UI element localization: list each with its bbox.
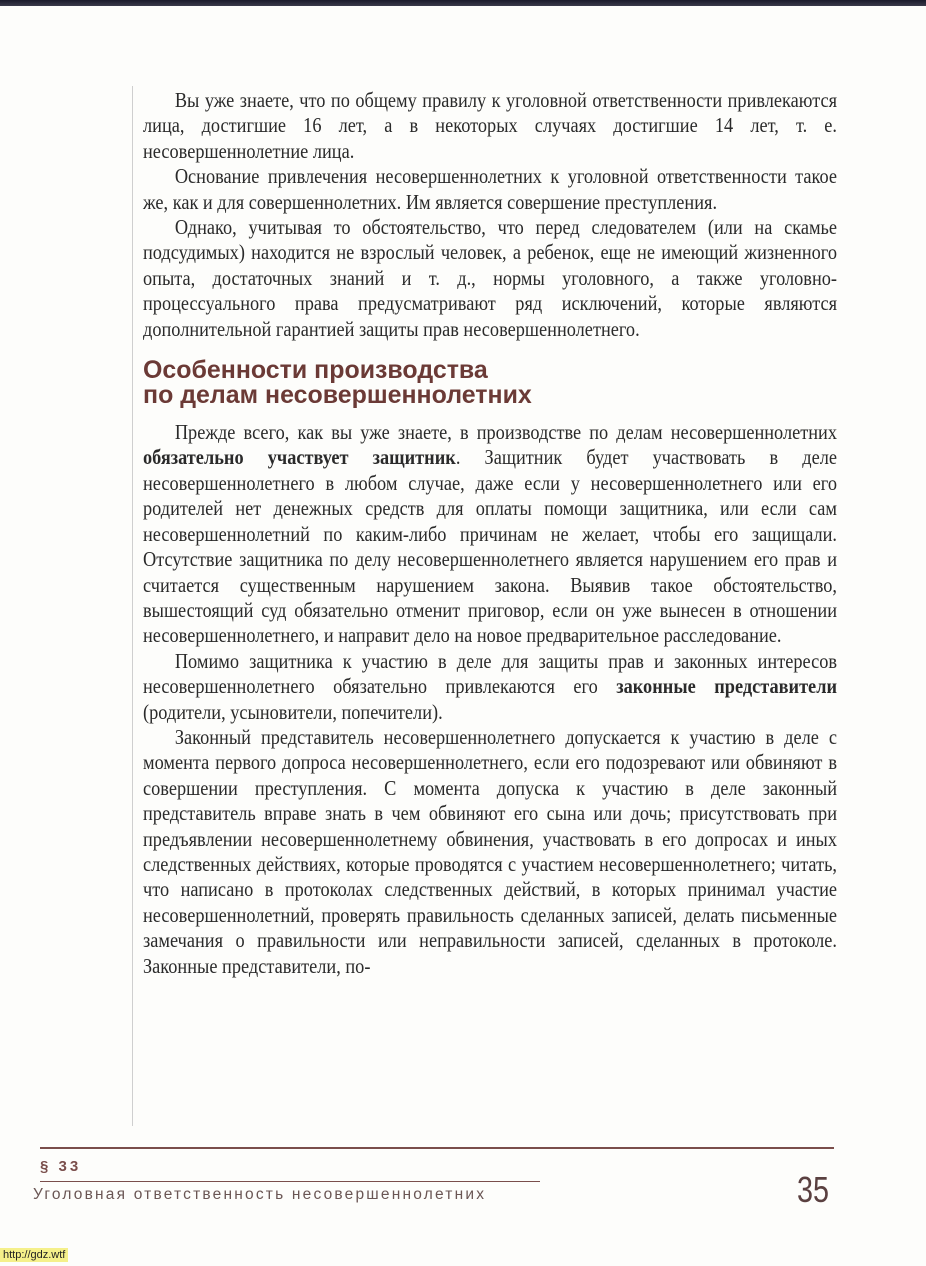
paragraph-6: Законный представитель несовершеннолетнего допускается к участию в деле с момента первого допроса несовершеннолетнего, если его подозревают или обвиняют в совершении преступления. С момента допуска к участию в деле законный представитель вправе знать в чем обвиняют его сына или дочь; присутствовать при предъявлении несовершеннолетнему обвинения, участвовать в его допросах и иных следственных действиях, которые проводятся с участием несовершеннолетнего; читать, что написано в протоколах следственных действий, в которых принимал участие несовершеннолетний, проверять правильность сделанных записей, делать письменные замечания о правильности или неправильности записей, сделанных в протоколе. Законные представители, по- [143, 724, 838, 978]
section-heading-line-2: по делам несовершеннолетних [143, 381, 532, 410]
scan-top-edge [0, 0, 926, 6]
paragraph-3: Однако, учитывая то обстоятельство, что перед следователем (или на скамье подсудимых) находится не взрослый человек, а ребенок, еще не имеющий жизненного опыта, достаточных знаний и т. д., нормы уголовного, а также уголовно-процессуального права предусматривают ряд исключений, которые являются дополнительной гарантией защиты прав несовершеннолетнего. [143, 215, 838, 341]
section-heading-line-1: Особенности производства [143, 356, 488, 385]
paragraph-2: Основание привлечения несовершеннолетних к уголовной ответственности такое же, как и для совершеннолетних. Им является совершение преступления. [143, 164, 838, 214]
section-heading [143, 358, 926, 408]
paragraph-5-text-a: Помимо защитника к участию в деле для защиты прав и законных интересов несовершеннолетнего обязательно привлекаются его [143, 648, 838, 699]
paragraph-4 [143, 420, 837, 649]
footer-section-number: § 33 [40, 1158, 82, 1175]
paragraph-5-emphasis: законные представители [616, 674, 838, 699]
page-number: 35 [797, 1169, 830, 1210]
paragraph-4-text-b: . Защитник будет участвовать в деле несовершеннолетнего в любом случае, даже если у несовершеннолетнего или его родителей нет денежных средств для оплаты помощи защитника, или если сам несовершеннолетний по каким-либо причинам не желает, чтобы его защищали. Отсутствие защитника по делу несовершеннолетнего является нарушением его прав и считается существенным нарушением закона. Выявив такое обстоятельство, вышестоящий суд обязательно отменит приговор, если он уже вынесен в отношении несовершеннолетнего, и направит дело на новое предварительное расследование. [143, 445, 838, 648]
footer-chapter-title: Уголовная ответственность несовершеннолетних [33, 1186, 487, 1203]
paragraph-1: Вы уже знаете, что по общему правилу к уголовной ответственности привлекаются лица, достигшие 16 лет, а в некоторых случаях достигшие 14 лет, т. е. несовершеннолетние лица. [143, 88, 838, 163]
paragraph-5 [143, 649, 837, 725]
paragraph-4-emphasis: обязательно участвует защитник [143, 445, 456, 470]
footer-sub-rule [40, 1181, 540, 1182]
paragraph-5-text-b: (родители, усыновители, попечители). [143, 699, 443, 724]
watermark-link[interactable]: http://gdz.wtf [0, 1248, 68, 1262]
paragraph-4-text-a: Прежде всего, как вы уже знаете, в производстве по делам несовершеннолетних [174, 420, 838, 445]
page-body [143, 88, 837, 979]
column-rule [132, 86, 133, 1126]
footer-rule [40, 1147, 834, 1149]
